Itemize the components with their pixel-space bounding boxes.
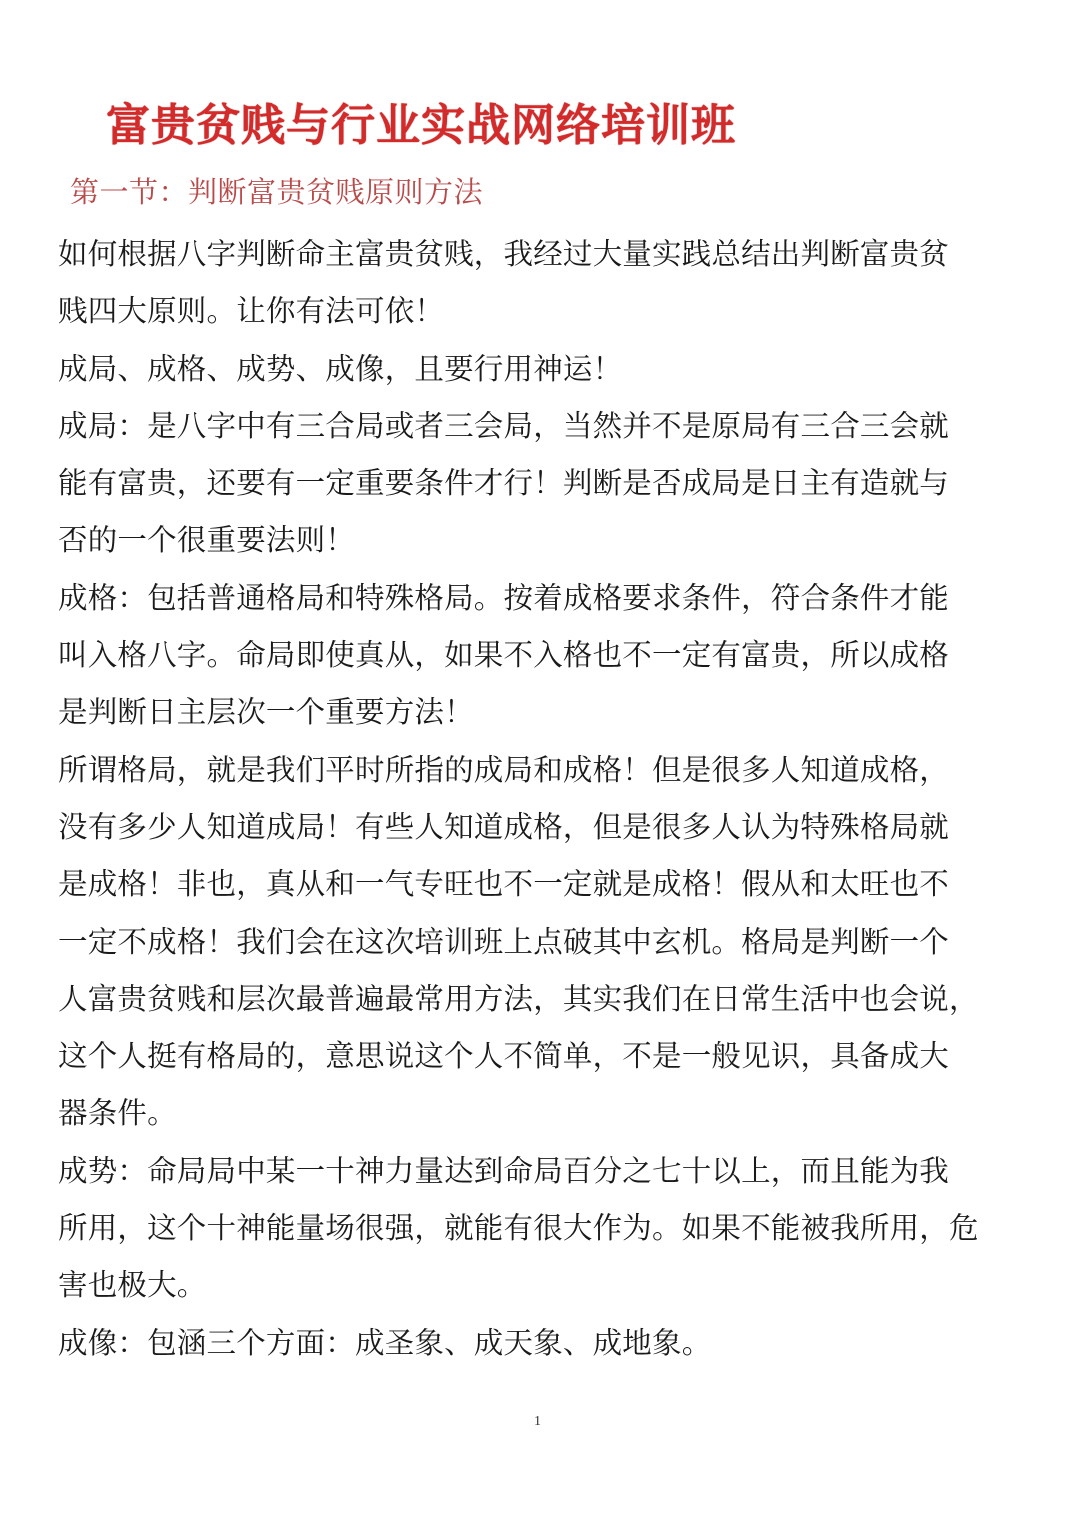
text-line: 如何根据八字判断命主富贵贫贱，我经过大量实践总结出判断富贵贫 — [58, 237, 950, 271]
text-line: 叫入格八字。命局即使真从，如果不入格也不一定有富贵，所以成格 — [58, 638, 950, 673]
text-line: 贱四大原则。让你有法可依！ — [58, 294, 445, 329]
text-line: 一定不成格！我们会在这次培训班上点破其中玄机。格局是判断一个 — [58, 924, 950, 959]
text-line: 成势：命局局中某一十神力量达到命局百分之七十以上，而且能为我 — [58, 1153, 950, 1188]
document-title: 富贵贫贱与行业实战网络培训班 — [106, 100, 736, 151]
text-line: 能有富贵，还要有一定重要条件才行！判断是否成局是日主有造就与 — [58, 466, 950, 501]
text-line: 成格：包括普通格局和特殊格局。按着成格要求条件，符合条件才能 — [58, 580, 950, 615]
text-line: 是判断日主层次一个重要方法！ — [58, 695, 474, 730]
body-text — [58, 226, 1058, 1372]
text-line: 器条件。 — [58, 1096, 177, 1131]
text-line: 成局、成格、成势、成像，且要行用神运！ — [58, 351, 623, 386]
text-line: 否的一个很重要法则！ — [58, 523, 356, 558]
text-line: 成局：是八字中有三合局或者三会局，当然并不是原局有三合三会就 — [58, 408, 950, 443]
text-line: 所谓格局，就是我们平时所指的成局和成格！但是很多人知道成格， — [58, 752, 950, 787]
text-line: 人富贵贫贱和层次最普遍最常用方法，其实我们在日常生活中也会说， — [58, 981, 979, 1016]
text-line: 没有多少人知道成局！有些人知道成格，但是很多人认为特殊格局就 — [58, 809, 950, 844]
section-title: 第一节：判断富贵贫贱原则方法 — [70, 175, 484, 209]
text-line: 是成格！非也，真从和一气专旺也不一定就是成格！假从和太旺也不 — [58, 867, 950, 902]
text-line: 害也极大。 — [58, 1268, 207, 1303]
page-number: 1 — [534, 1414, 541, 1429]
text-line: 成像：包涵三个方面：成圣象、成天象、成地象。 — [58, 1325, 712, 1360]
text-line: 这个人挺有格局的，意思说这个人不简单，不是一般见识，具备成大 — [58, 1039, 950, 1074]
text-line: 所用，这个十神能量场很强，就能有很大作为。如果不能被我所用，危 — [58, 1211, 979, 1246]
